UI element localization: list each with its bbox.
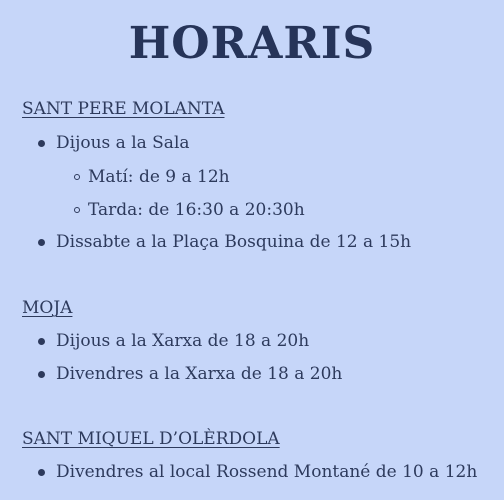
- circle-bullet-icon: [74, 174, 80, 180]
- circle-bullet-icon: [74, 207, 80, 213]
- list-item-text: Divendres a la Xarxa de 18 a 20h: [56, 364, 343, 384]
- sub-list-item-text: Matí: de 9 a 12h: [88, 167, 230, 187]
- section-heading-sant-miquel-dolerdola: SANT MIQUEL D’OLÈRDOLA: [22, 429, 280, 449]
- list-item-text: Dijous a la Xarxa de 18 a 20h: [56, 331, 310, 351]
- bullet-icon: [38, 338, 45, 345]
- page-title: HORARIS: [128, 18, 376, 69]
- bullet-icon: [38, 239, 45, 246]
- section-heading-sant-pere-molanta: SANT PERE MOLANTA: [22, 99, 225, 119]
- bullet-icon: [38, 140, 45, 147]
- sub-list-item-text: Tarda: de 16:30 a 20:30h: [88, 200, 305, 220]
- bullet-icon: [38, 469, 45, 476]
- list-item-text: Divendres al local Rossend Montané de 10 a 12h: [56, 462, 478, 482]
- section-heading-moja: MOJA: [22, 298, 73, 318]
- list-item-text: Dissabte a la Plaça Bosquina de 12 a 15h: [56, 232, 412, 252]
- list-item-text: Dijous a la Sala: [56, 133, 190, 153]
- bullet-icon: [38, 371, 45, 378]
